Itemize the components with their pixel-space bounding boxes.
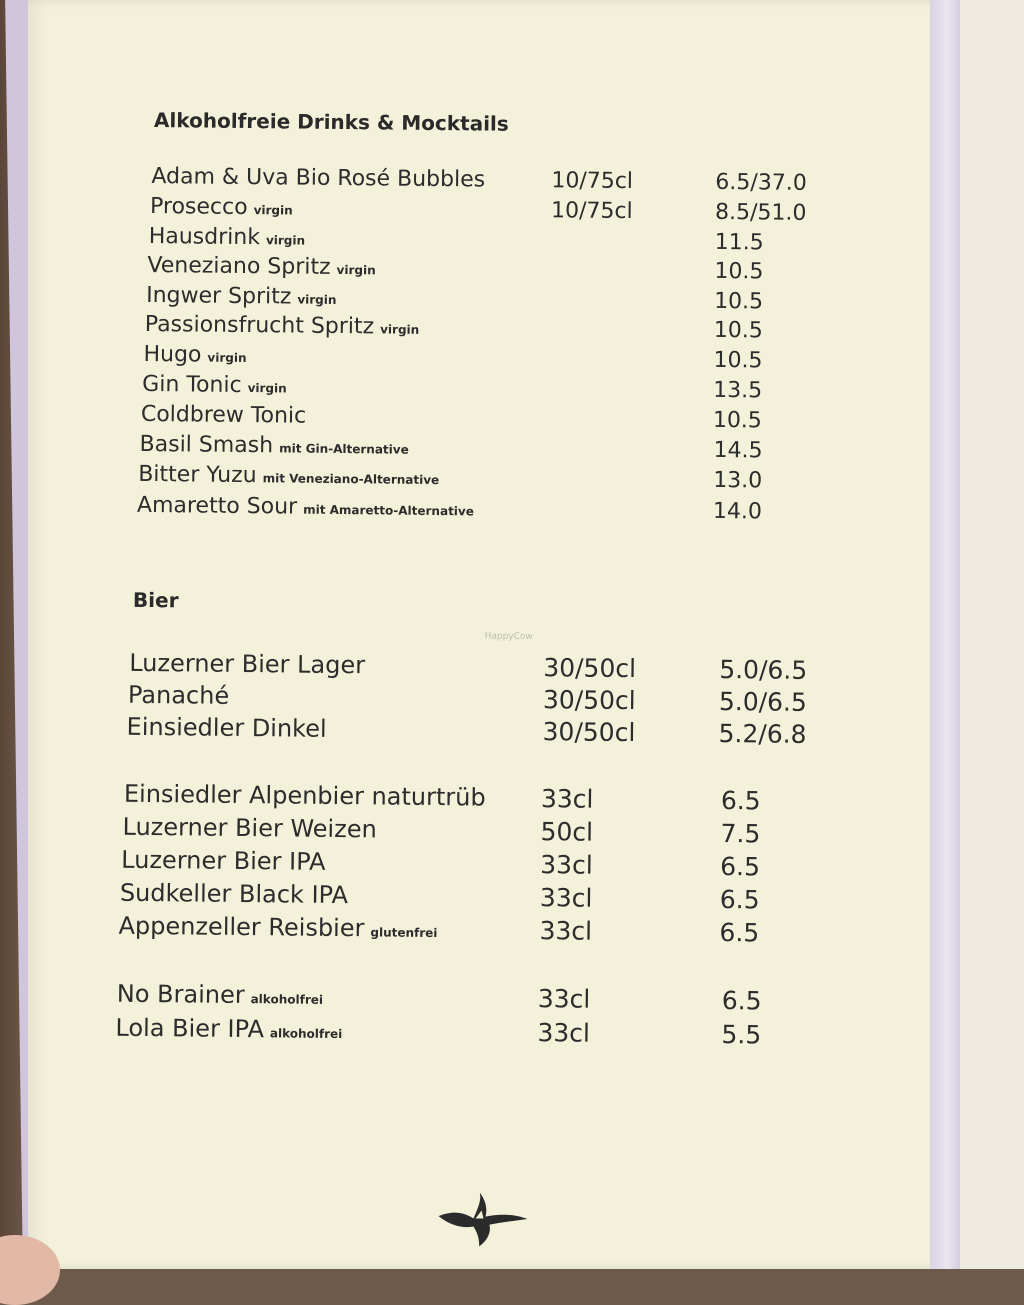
- item-price: 6.5: [722, 986, 762, 1015]
- item-price: 5.2/6.8: [718, 719, 806, 749]
- item-price: 10.5: [714, 289, 763, 315]
- item-name: Sudkeller Black IPA: [120, 879, 348, 909]
- watermark: HappyCow: [485, 632, 533, 643]
- item-size: 33cl: [537, 1018, 590, 1048]
- item-price: 10.5: [714, 318, 763, 344]
- item-name: Passionsfrucht Spritz: [145, 312, 375, 339]
- item-size: 10/75cl: [551, 168, 633, 194]
- item-name: Coldbrew Tonic: [141, 402, 307, 429]
- item-note: virgin: [380, 322, 419, 336]
- item-size: 33cl: [541, 784, 594, 814]
- section-title-mocktails: Alkoholfreie Drinks & Mocktails: [154, 108, 509, 136]
- item-note: mit Amaretto-Alternative: [303, 503, 474, 519]
- item-note: virgin: [207, 351, 246, 365]
- item-size: 30/50cl: [542, 717, 635, 747]
- item-size: 33cl: [538, 984, 591, 1014]
- item-price: 10.5: [713, 348, 762, 374]
- item-note: mit Veneziano-Alternative: [263, 471, 440, 487]
- item-name: No Brainer: [117, 980, 245, 1009]
- item-note: alkoholfrei: [270, 1026, 343, 1041]
- item-note: glutenfrei: [370, 925, 437, 940]
- item-size: 30/50cl: [543, 685, 636, 715]
- item-name: Appenzeller Reisbier: [118, 912, 364, 943]
- item-name: Einsiedler Alpenbier naturtrüb: [124, 780, 486, 812]
- item-name: Prosecco: [150, 194, 248, 220]
- item-size: 33cl: [540, 883, 593, 913]
- item-name: Ingwer Spritz: [146, 283, 291, 310]
- item-note: virgin: [297, 293, 336, 307]
- item-size: 30/50cl: [543, 653, 636, 683]
- item-name: Hausdrink: [149, 224, 261, 250]
- item-price: 6.5: [720, 852, 760, 881]
- item-note: virgin: [337, 263, 376, 277]
- item-price: 5.0/6.5: [719, 655, 807, 685]
- item-price: 14.0: [713, 499, 762, 525]
- item-name: Luzerner Bier Weizen: [122, 813, 376, 844]
- item-price: 5.0/6.5: [719, 687, 807, 717]
- item-size: 50cl: [540, 817, 593, 847]
- item-note: mit Gin-Alternative: [279, 441, 409, 456]
- bird-logo-icon: [433, 1188, 534, 1249]
- item-name: Hugo: [143, 342, 201, 368]
- item-price: 13.5: [713, 378, 762, 404]
- item-note: virgin: [266, 233, 305, 247]
- item-note: virgin: [248, 381, 287, 395]
- item-name: Luzerner Bier Lager: [129, 649, 365, 679]
- item-price: 6.5: [721, 786, 761, 815]
- item-price: 10.5: [714, 259, 763, 285]
- item-price: 8.5/51.0: [715, 200, 807, 226]
- item-note: alkoholfrei: [251, 992, 324, 1007]
- item-name: Adam & Uva Bio Rosé Bubbles: [151, 164, 485, 192]
- item-name: Basil Smash: [139, 432, 273, 458]
- item-size: 10/75cl: [551, 198, 633, 224]
- item-price: 6.5: [719, 918, 759, 947]
- item-price: 14.5: [713, 438, 762, 464]
- item-name: Veneziano Spritz: [147, 253, 330, 280]
- item-name: Amaretto Sour: [137, 493, 297, 520]
- item-name: Lola Bier IPA: [115, 1014, 264, 1044]
- section-title-bier: Bier: [133, 588, 179, 612]
- item-name: Gin Tonic: [142, 372, 242, 398]
- item-name: Panaché: [128, 681, 229, 710]
- item-price: 10.5: [713, 408, 762, 434]
- item-name: Bitter Yuzu: [138, 462, 257, 488]
- item-size: 33cl: [539, 916, 592, 946]
- item-size: 33cl: [540, 850, 593, 880]
- item-price: 6.5: [720, 885, 760, 914]
- item-price: 11.5: [715, 230, 764, 256]
- item-name: Luzerner Bier IPA: [121, 846, 326, 876]
- item-price: 5.5: [721, 1020, 761, 1049]
- item-note: virgin: [254, 203, 293, 217]
- item-name: Einsiedler Dinkel: [126, 713, 326, 743]
- item-price: 7.5: [720, 819, 760, 848]
- item-price: 6.5/37.0: [715, 170, 807, 196]
- item-price: 13.0: [713, 468, 762, 494]
